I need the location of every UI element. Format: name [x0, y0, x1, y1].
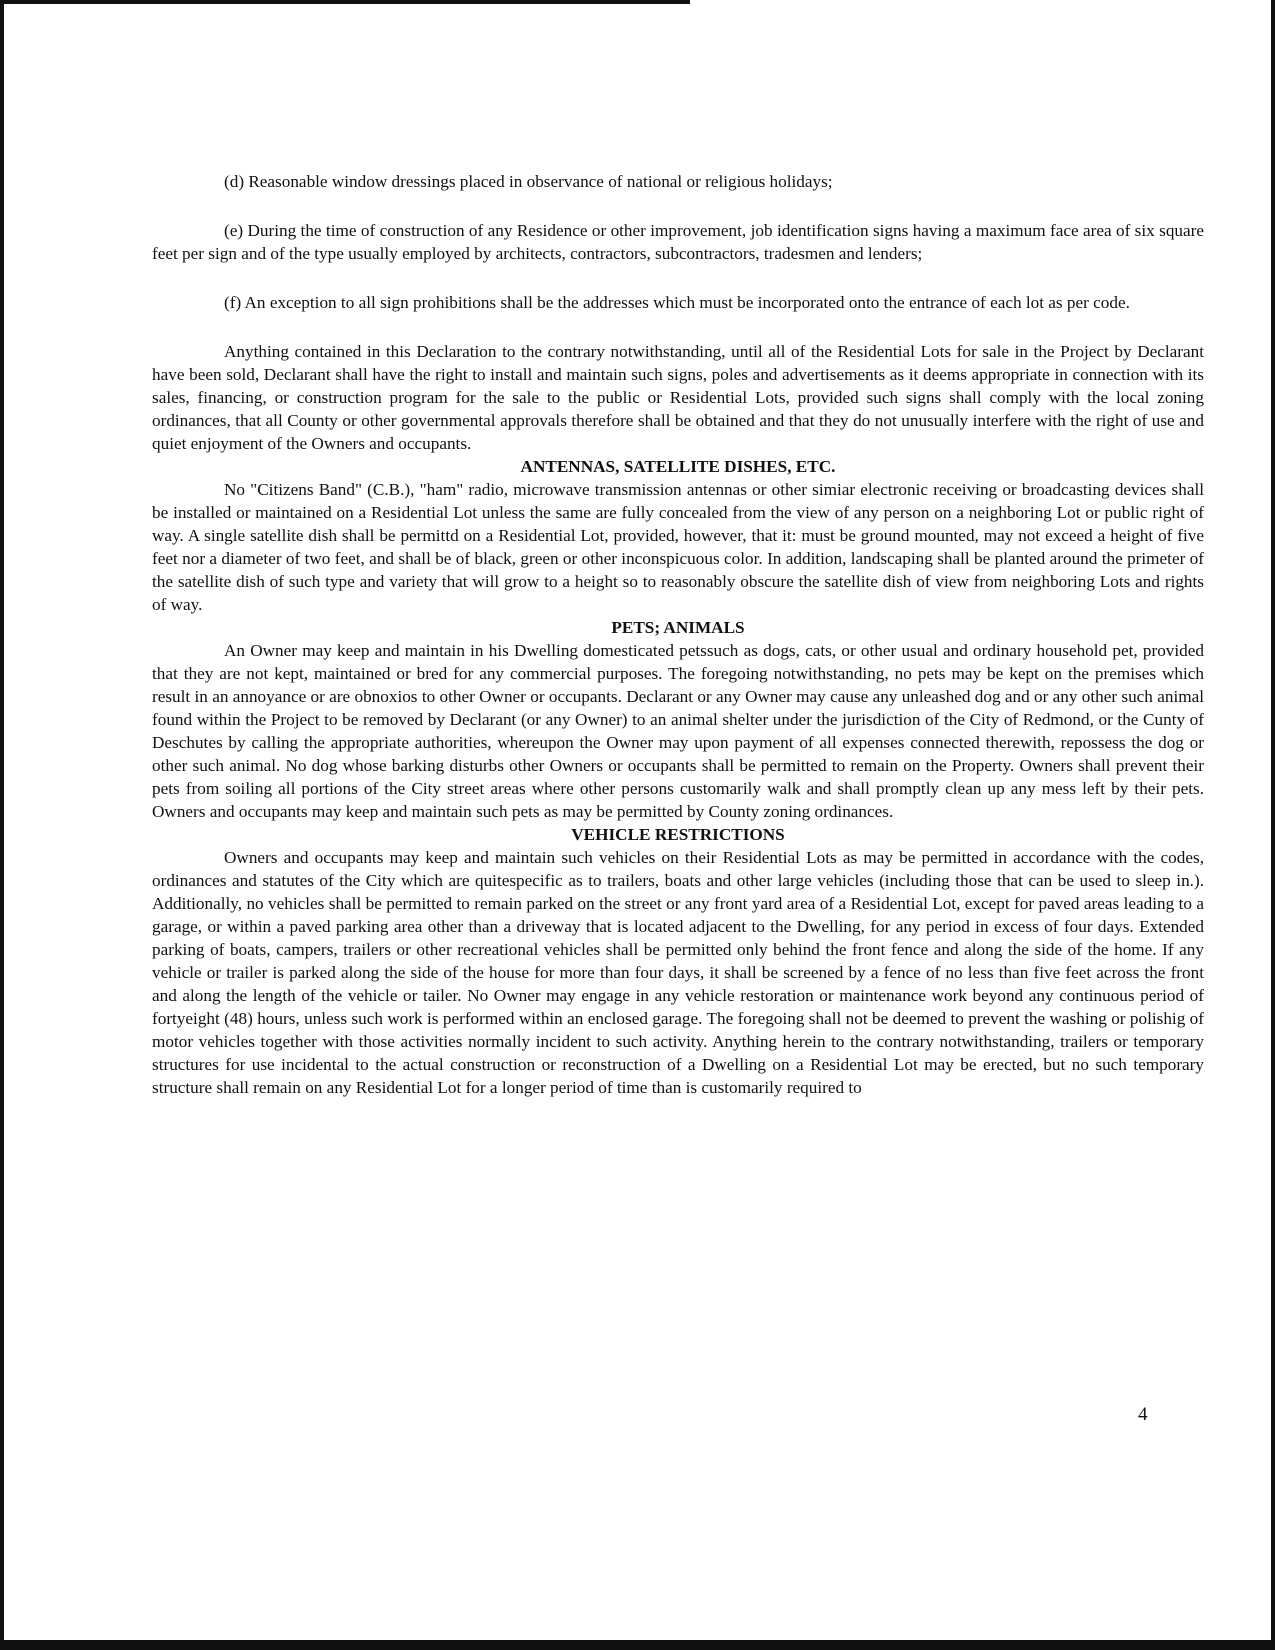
heading-antennas: ANTENNAS, SATELLITE DISHES, ETC. [520, 457, 836, 476]
paragraph-declarant-signs: Anything contained in this Declaration to the contrary notwithstanding, until all of the Residential Lots for sale in the Project by Declarant have been sold, Declarant shall have the right to install and maintain such signs, poles and advertisements as it deems appropriate in connection with its sales, financing, or construction program for the sale to the public or Residential Lots, provided such signs shall comply with the local zoning ordinances, that all County or other governmental approvals therefore shall be obtained and that they do not unusually interfere with the right of use and quiet enjoyment of the Owners and occupants. [152, 342, 1204, 453]
scan-edge-bottom [0, 1640, 1275, 1650]
paragraph-pets: An Owner may keep and maintain in his Dwelling domesticated petssuch as dogs, cats, or other usual and ordinary household pet, provided that they are not kept, maintained or bred for any commercial purposes. The foregoing notwithstanding, no pets may be kept on the premises which result in an annoyance or are obnoxios to other Owner or occupants. Declarant or any Owner may cause any unleashed dog and or any other such animal found within the Project to be removed by Declarant (or any Owner) to an animal shelter under the jurisdiction of the City of Redmond, or the Cunty of Deschutes by calling the appropriate authorities, whereupon the Owner may upon payment of all expenses connected therewith, repossess the dog or other such animal. No dog whose barking disturbs other Owners or occupants shall be permitted to remain on the Property. Owners shall prevent their pets from soiling all portions of the City street areas where other persons customarily walk and shall promptly clean up any mess left by their pets. Owners and occupants may keep and maintain such pets as may be permitted by County zoning ordinances. [152, 641, 1204, 821]
document-body [152, 170, 1204, 1099]
scan-edge-right [1271, 0, 1275, 1650]
paragraph-antennas: No "Citizens Band" (C.B.), "ham" radio, microwave transmission antennas or other simiar electronic receiving or broadcasting devices shall be installed or maintained on a Residential Lot unless the same are fully concealed from the view of any person on a neighboring Lot or public right of way. A single satellite dish shall be permittd on a Residential Lot, provided, however, that it: must be ground mounted, may not exceed a height of five feet nor a diameter of two feet, and shall be of black, green or other inconspicuous color. In addition, landscaping shall be planted around the primeter of the satellite dish of such type and variety that will grow to a height so to reasonably obscure the satellite dish of view from neighboring Lots and rights of way. [152, 480, 1204, 614]
page-number: 4 [1138, 1404, 1148, 1425]
paragraph-d: (d) Reasonable window dressings placed in observance of national or religious holidays; [224, 172, 833, 191]
scan-edge-left [0, 0, 4, 1650]
heading-pets: PETS; ANIMALS [611, 618, 745, 637]
heading-vehicles: VEHICLE RESTRICTIONS [571, 825, 785, 844]
paragraph-e: (e) During the time of construction of any Residence or other improvement, job identification signs having a maximum face area of six square feet per sign and of the type usually employed by architects, contractors, subcontractors, tradesmen and lenders; [152, 221, 1204, 263]
paragraph-f: (f) An exception to all sign prohibitions shall be the addresses which must be incorporated onto the entrance of each lot as per code. [224, 293, 1130, 312]
paragraph-vehicles: Owners and occupants may keep and maintain such vehicles on their Residential Lots as may be permitted in accordance with the codes, ordinances and statutes of the City which are quitespecific as to trailers, boats and other large vehicles (including those that can be used to sleep in.). Additionally, no vehicles shall be permitted to remain parked on the street or any front yard area of a Residential Lot, except for paved areas leading to a garage, or within a paved parking area other than a driveway that is located adjacent to the Dwelling, for any period in excess of four days. Extended parking of boats, campers, trailers or other recreational vehicles shall be permitted only behind the front fence and along the side of the home. If any vehicle or trailer is parked along the side of the house for more than four days, it shall be screened by a fence of no less than five feet across the front and along the length of the vehicle or tailer. No Owner may engage in any vehicle restoration or maintenance work beyond any continuous period of fortyeight (48) hours, unless such work is performed within an enclosed garage. The foregoing shall not be deemed to prevent the washing or polishig of motor vehicles together with those activities normally incident to such activity. Anything herein to the contrary notwithstanding, trailers or temporary structures for use incidental to the actual construction or reconstruction of a Dwelling on a Residential Lot may be erected, but no such temporary structure shall remain on any Residential Lot for a longer period of time than is customarily required to [152, 848, 1204, 1097]
scan-edge-top [0, 0, 690, 4]
